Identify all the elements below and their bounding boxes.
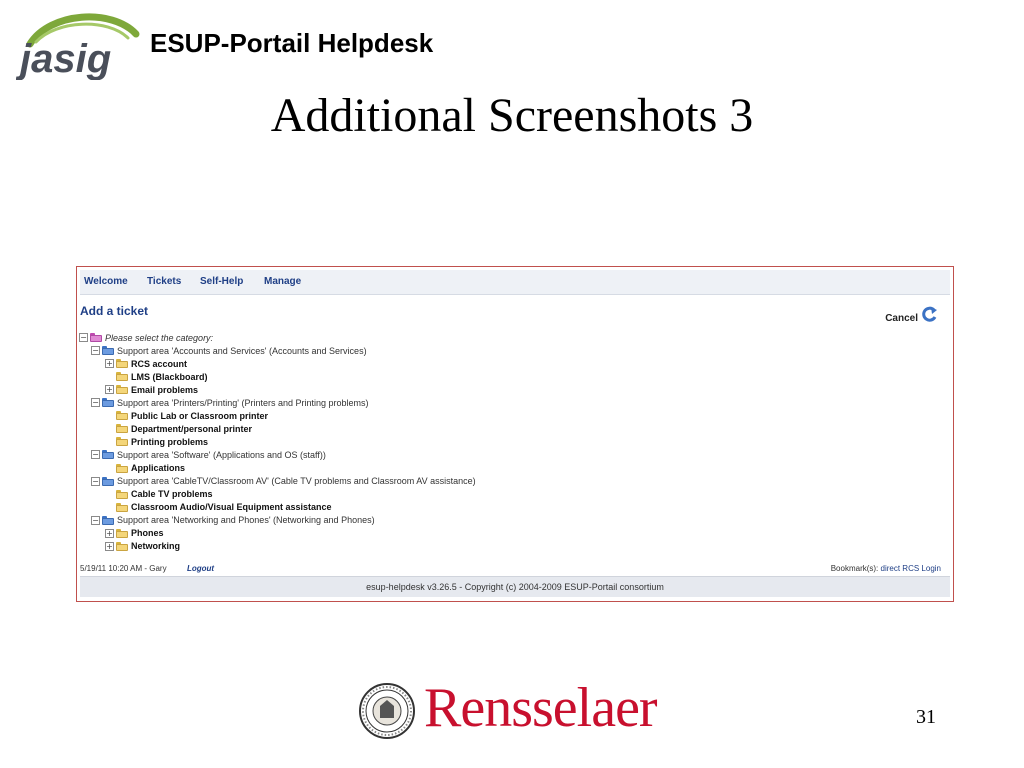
tree-node-label: Email problems xyxy=(131,384,199,395)
tree-category-item[interactable] xyxy=(105,357,187,370)
tree-support-area[interactable] xyxy=(91,475,476,488)
logout-link[interactable]: Logout xyxy=(187,564,215,573)
tree-node-label: Printing problems xyxy=(131,436,209,447)
tree-node-label: Please select the category: xyxy=(105,332,214,343)
status-text: 5/19/11 10:20 AM - Gary xyxy=(80,564,167,573)
tree-node-label: Support area 'Software' (Applications and OS (staff)) xyxy=(117,449,326,460)
tree-root xyxy=(79,331,213,344)
tree-support-area[interactable] xyxy=(91,448,326,461)
folder-icon xyxy=(116,372,128,381)
folder-icon xyxy=(116,411,128,420)
folder-icon xyxy=(90,333,102,342)
add-ticket-title: Add a ticket xyxy=(80,304,149,318)
tree-node-label: LMS (Blackboard) xyxy=(131,371,208,382)
folder-icon xyxy=(116,490,128,499)
folder-icon xyxy=(116,464,128,473)
tree-category-item[interactable] xyxy=(105,501,332,514)
expand-icon[interactable]: + xyxy=(106,528,113,538)
tree-category-item[interactable] xyxy=(105,422,252,435)
expand-icon[interactable]: + xyxy=(106,541,113,551)
tree-node-label: Support area 'Printers/Printing' (Printers and Printing problems) xyxy=(117,397,369,408)
tree-node-label: Networking xyxy=(131,541,181,552)
collapse-icon[interactable]: − xyxy=(92,476,99,486)
collapse-icon[interactable]: − xyxy=(92,450,99,460)
tree-node-label: Classroom Audio/Visual Equipment assistance xyxy=(131,502,332,513)
folder-icon xyxy=(102,477,114,486)
tree-support-area[interactable] xyxy=(91,344,367,357)
folder-icon xyxy=(102,346,114,355)
rensselaer-seal-icon xyxy=(358,682,416,740)
tree-support-area[interactable] xyxy=(91,396,369,409)
tree-category-item[interactable] xyxy=(105,409,268,422)
folder-icon xyxy=(102,516,114,525)
helpdesk-screenshot xyxy=(76,266,954,602)
tree-node-label: Support area 'Accounts and Services' (Accounts and Services) xyxy=(117,345,367,356)
folder-icon xyxy=(116,359,128,368)
bookmarks xyxy=(831,564,941,573)
cancel-label: Cancel xyxy=(885,313,918,324)
expand-icon[interactable]: + xyxy=(106,385,113,395)
folder-icon xyxy=(116,424,128,433)
folder-icon xyxy=(116,385,128,394)
refresh-arrow-icon xyxy=(921,306,939,324)
svg-text:jasig: jasig xyxy=(20,37,112,80)
bookmarks-prefix: Bookmark(s): xyxy=(830,564,881,573)
menu-item-manage[interactable]: Manage xyxy=(264,276,302,287)
tree-node-label: RCS account xyxy=(131,358,188,369)
tree-category-item[interactable] xyxy=(105,540,180,553)
tree-node-label: Department/personal printer xyxy=(131,423,253,434)
tree-node-label: Support area 'CableTV/Classroom AV' (Cable TV problems and Classroom AV assistance) xyxy=(117,476,476,487)
collapse-icon[interactable]: − xyxy=(92,346,99,356)
collapse-icon[interactable]: − xyxy=(80,333,87,342)
tree-node-label: Support area 'Networking and Phones' (Networking and Phones) xyxy=(117,515,375,526)
folder-icon xyxy=(102,450,114,459)
menu-item-tickets[interactable]: Tickets xyxy=(147,276,182,287)
tree-node-label: Cable TV problems xyxy=(131,489,213,500)
tree-node-label: Applications xyxy=(131,463,186,473)
tree-category-item[interactable] xyxy=(105,383,198,396)
slide-title: Additional Screenshots 3 xyxy=(270,89,754,142)
slide-header-title: ESUP-Portail Helpdesk xyxy=(150,28,434,58)
tree-node-label: Public Lab or Classroom printer xyxy=(131,410,269,421)
tree-category-item[interactable] xyxy=(105,462,185,475)
folder-icon xyxy=(116,503,128,512)
page-number: 31 xyxy=(916,706,936,728)
tree-category-item[interactable] xyxy=(105,370,208,383)
folder-icon xyxy=(102,398,114,407)
jasig-logo xyxy=(16,8,140,80)
folder-icon xyxy=(116,542,128,551)
tree-support-area[interactable] xyxy=(91,514,375,527)
menu-bar xyxy=(80,270,950,295)
menu-item-self-help[interactable]: Self-Help xyxy=(200,276,244,287)
expand-icon[interactable]: + xyxy=(106,359,113,369)
copyright-footer: esup-helpdesk v3.26.5 - Copyright (c) 2004-2009 ESUP-Portail consortium xyxy=(80,576,950,597)
collapse-icon[interactable]: − xyxy=(92,398,99,408)
collapse-icon[interactable]: − xyxy=(92,515,99,525)
tree-category-item[interactable] xyxy=(105,527,164,540)
menu-item-welcome[interactable]: Welcome xyxy=(84,276,128,287)
tree-category-item[interactable] xyxy=(105,435,208,448)
category-tree xyxy=(77,331,777,561)
rensselaer-wordmark: Rensselaer xyxy=(424,677,657,739)
folder-icon xyxy=(116,437,128,446)
tree-node-label: Phones xyxy=(131,528,164,539)
bookmark-link-rcs-login[interactable]: direct RCS Login xyxy=(880,564,941,573)
folder-icon xyxy=(116,529,128,538)
cancel-button[interactable] xyxy=(885,305,939,324)
tree-category-item[interactable] xyxy=(105,488,213,501)
